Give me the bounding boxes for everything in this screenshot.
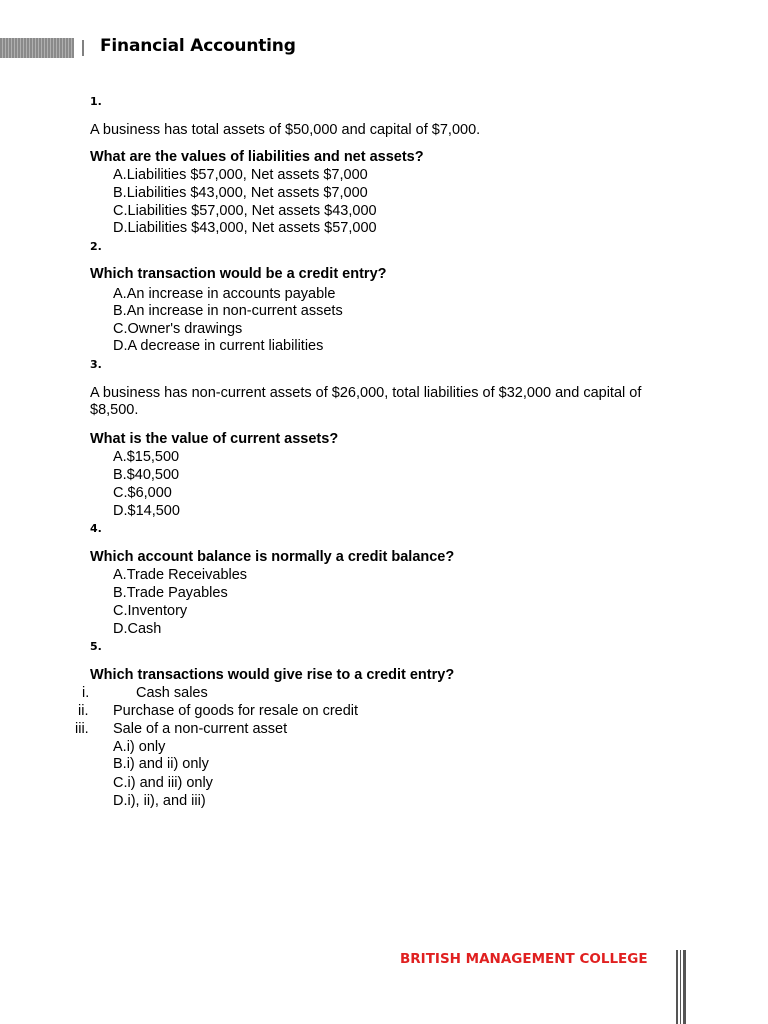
- question-stem: A business has non-current assets of $26,000, total liabilities of $32,000 and capital of $8,500.: [90, 385, 642, 418]
- question-text: Which transactions would give rise to a credit entry?: [90, 667, 455, 683]
- option-c: C.Owner's drawings: [113, 321, 243, 337]
- college-name: BRITISH MANAGEMENT COLLEGE: [400, 951, 648, 967]
- question-text: What is the value of current assets?: [90, 431, 339, 447]
- document-title: Financial Accounting: [100, 36, 296, 56]
- question-stem: A business has total assets of $50,000 and capital of $7,000.: [90, 122, 481, 138]
- header-divider: [82, 40, 84, 56]
- option-c: C.$6,000: [113, 485, 172, 501]
- header-decoration-bar: [0, 38, 74, 58]
- footer-decoration-lines: [676, 950, 688, 1024]
- option-d: D.i), ii), and iii): [113, 793, 206, 809]
- statement-text: Sale of a non-current asset: [113, 721, 288, 737]
- option-d: D.Liabilities $43,000, Net assets $57,000: [113, 220, 377, 236]
- statement-label: ii.: [78, 703, 89, 719]
- statement-label: iii.: [75, 721, 89, 737]
- question-text: What are the values of liabilities and net assets?: [90, 149, 424, 165]
- option-d: D.$14,500: [113, 503, 180, 519]
- option-a: A.$15,500: [113, 449, 180, 465]
- option-c: C.Liabilities $57,000, Net assets $43,000: [113, 203, 377, 219]
- option-b: B.An increase in non-current assets: [113, 303, 343, 319]
- option-d: D.A decrease in current liabilities: [113, 338, 324, 354]
- option-c: C.i) and iii) only: [113, 775, 213, 791]
- statement-text: Purchase of goods for resale on credit: [113, 703, 359, 719]
- option-d: D.Cash: [113, 621, 162, 637]
- statement-text: Cash sales: [136, 685, 208, 701]
- option-c: C.Inventory: [113, 603, 188, 619]
- option-b: B.i) and ii) only: [113, 756, 209, 772]
- question-text: Which account balance is normally a credit balance?: [90, 549, 455, 565]
- option-b: B.$40,500: [113, 467, 180, 483]
- question-number: 3.: [90, 358, 102, 371]
- statement-label: i.: [82, 685, 90, 701]
- question-number: 5.: [90, 640, 102, 653]
- option-a: A.Trade Receivables: [113, 567, 248, 583]
- option-b: B.Trade Payables: [113, 585, 228, 601]
- question-number: 4.: [90, 522, 102, 535]
- option-a: A.Liabilities $57,000, Net assets $7,000: [113, 167, 368, 183]
- question-text: Which transaction would be a credit entry?: [90, 266, 387, 282]
- option-a: A.i) only: [113, 739, 166, 755]
- option-a: A.An increase in accounts payable: [113, 286, 336, 302]
- option-b: B.Liabilities $43,000, Net assets $7,000: [113, 185, 368, 201]
- question-number: 1.: [90, 95, 102, 108]
- question-number: 2.: [90, 240, 102, 253]
